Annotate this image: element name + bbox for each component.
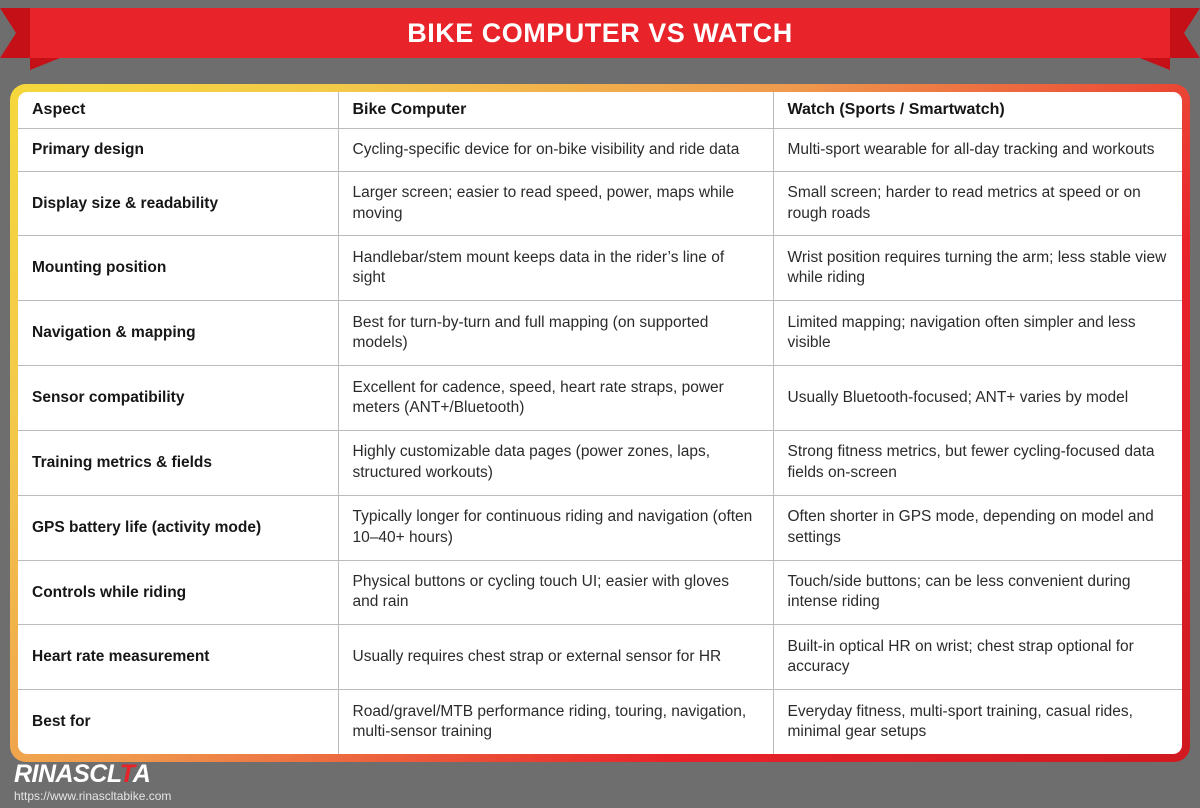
ribbon-notch-left — [30, 58, 60, 70]
row-aspect-label: Sensor compatibility — [18, 366, 338, 431]
table-row — [18, 171, 1182, 236]
row-aspect-label: Mounting position — [18, 236, 338, 301]
column-header-aspect: Aspect — [18, 92, 338, 129]
row-aspect-label: Navigation & mapping — [18, 301, 338, 366]
table-row — [18, 366, 1182, 431]
table-row — [18, 560, 1182, 625]
header-banner — [0, 8, 1200, 70]
row-watch-value: Usually Bluetooth-focused; ANT+ varies by model — [773, 366, 1182, 431]
row-watch-value: Touch/side buttons; can be less convenient during intense riding — [773, 560, 1182, 625]
row-aspect-label: Display size & readability — [18, 171, 338, 236]
table-row — [18, 430, 1182, 495]
table-row — [18, 236, 1182, 301]
comparison-table-frame — [10, 84, 1190, 762]
row-watch-value: Everyday fitness, multi-sport training, casual rides, minimal gear setups — [787, 702, 1133, 741]
row-aspect-label: Primary design — [18, 129, 338, 172]
table-row — [18, 301, 1182, 366]
row-watch-value: Built-in optical HR on wrist; chest strap optional for accuracy — [773, 625, 1182, 690]
brand-footer — [14, 762, 171, 802]
row-bike-value: Best for turn-by-turn and full mapping (on supported models) — [338, 301, 773, 366]
row-bike-value: Cycling-specific device for on-bike visibility and ride data — [338, 129, 773, 172]
row-aspect-label: GPS battery life (activity mode) — [18, 495, 338, 560]
row-aspect-label: Best for — [18, 690, 338, 754]
row-watch-value: Small screen; harder to read metrics at speed or on rough roads — [773, 171, 1182, 236]
table-row — [18, 625, 1182, 690]
row-aspect-label: Training metrics & fields — [18, 430, 338, 495]
table-row — [18, 495, 1182, 560]
table-header-row — [18, 92, 1182, 129]
banner-bar — [30, 8, 1170, 58]
row-watch-value: Multi-sport wearable for all-day tracking and workouts — [773, 129, 1182, 172]
row-aspect-label: Controls while riding — [18, 560, 338, 625]
row-bike-value: Usually requires chest strap or external sensor for HR — [338, 625, 773, 690]
table-row — [18, 129, 1182, 172]
page-title: BIKE COMPUTER VS WATCH — [407, 17, 793, 48]
row-bike-value: Physical buttons or cycling touch UI; easier with gloves and rain — [338, 560, 773, 625]
comparison-table — [18, 92, 1182, 754]
row-watch-value: Often shorter in GPS mode, depending on model and settings — [773, 495, 1182, 560]
ribbon-notch-right — [1140, 58, 1170, 70]
brand-url: https://www.rinascltabike.com — [14, 789, 172, 803]
brand-name-last: A — [132, 760, 151, 788]
row-bike-value: Road/gravel/MTB performance riding, touring, navigation, multi-sensor training — [338, 690, 773, 754]
row-watch-value: Wrist position requires turning the arm; less stable view while riding — [773, 236, 1182, 301]
table-row — [18, 690, 1182, 754]
row-bike-value: Handlebar/stem mount keeps data in the rider’s line of sight — [338, 236, 773, 301]
row-aspect-label: Heart rate measurement — [18, 625, 338, 690]
comparison-table-inner — [18, 92, 1182, 754]
row-bike-value: Excellent for cadence, speed, heart rate straps, power meters (ANT+/Bluetooth) — [338, 366, 773, 431]
row-bike-value: Typically longer for continuous riding and navigation (often 10–40+ hours) — [338, 495, 773, 560]
row-bike-value: Larger screen; easier to read speed, power, maps while moving — [338, 171, 773, 236]
row-watch-value: Strong fitness metrics, but fewer cycling-focused data fields on-screen — [773, 430, 1182, 495]
row-watch-value: Limited mapping; navigation often simpler and less visible — [773, 301, 1182, 366]
column-header-watch: Watch (Sports / Smartwatch) — [773, 92, 1182, 129]
brand-logo — [14, 762, 171, 787]
brand-name-accent: T — [119, 760, 133, 788]
row-bike-value: Highly customizable data pages (power zones, laps, structured workouts) — [338, 430, 773, 495]
brand-name-first: RINASCL — [14, 760, 120, 788]
column-header-bike-computer: Bike Computer — [338, 92, 773, 129]
